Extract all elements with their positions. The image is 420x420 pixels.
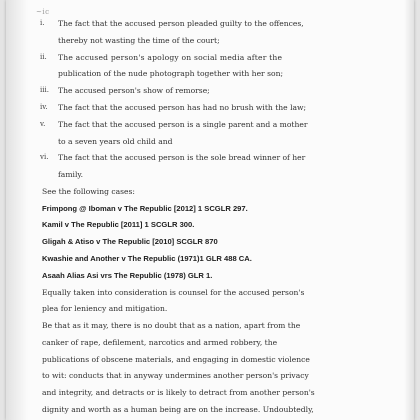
- list-number: v.: [40, 119, 46, 128]
- list-item-line: to a seven years old child and: [58, 136, 173, 146]
- case-citation: Kamil v The Republic [2011] 1 SCGLR 300.: [42, 220, 195, 230]
- see-cases-label: See the following cases:: [42, 186, 135, 196]
- list-number: iv.: [40, 102, 48, 111]
- list-number: vi.: [40, 153, 49, 162]
- page-mark: ~ic: [36, 8, 50, 16]
- paragraph-line: Be that as it may, there is no doubt that as a nation, apart from the: [42, 321, 301, 331]
- paragraph-line: canker of rape, defilement, narcotics and armed robbery, the: [42, 337, 278, 347]
- document-page: [6, 0, 414, 420]
- case-citation: Gligah & Atiso v The Republic [2010] SCGLR 870: [42, 237, 218, 247]
- page-edge-shadow: [404, 0, 414, 420]
- list-number: ii.: [40, 52, 47, 61]
- paragraph-line: and integrity, and detracts or is likely to detract from another person's: [42, 388, 315, 398]
- paragraph-line: to wit: conducts that in anyway undermines another person's privacy: [42, 371, 309, 381]
- list-item-line: The fact that the accused person has had no brush with the law;: [58, 102, 307, 112]
- list-item-line: The fact that the accused person is the sole bread winner of her: [58, 153, 306, 163]
- page-gutter-shadow: [6, 0, 28, 420]
- case-citation: Kwashie and Another v The Republic (1971)1 GLR 488 CA.: [42, 254, 252, 263]
- paragraph-line: publications of obscene materials, and engaging in domestic violence: [42, 354, 310, 364]
- list-item-line: The accused person's show of remorse;: [58, 86, 210, 96]
- list-item-line: The fact that the accused person is a single parent and a mother: [58, 119, 308, 129]
- case-citation: Frimpong @ Iboman v The Republic [2012] 1 SCGLR 297.: [42, 203, 248, 213]
- list-number: iii.: [40, 86, 49, 95]
- case-citation: Asaah Alias Asi vrs The Republic (1978) GLR 1.: [42, 270, 213, 280]
- paragraph-line: dignity and worth as a human being are on the increase. Undoubtedly,: [42, 405, 314, 414]
- list-number: i.: [40, 19, 45, 27]
- paragraph-line: plea for leniency and mitigation.: [42, 304, 168, 314]
- list-item-line: The fact that the accused person pleaded guilty to the offences,: [58, 19, 304, 28]
- list-item-line: thereby not wasting the time of the court;: [58, 35, 220, 45]
- list-item-line: family.: [58, 170, 84, 179]
- list-item-line: The accused person's apology on social media after the: [58, 52, 283, 62]
- paragraph-line: Equally taken into consideration is counsel for the accused person's: [42, 287, 305, 297]
- list-item-line: publication of the nude photograph together with her son;: [58, 69, 284, 79]
